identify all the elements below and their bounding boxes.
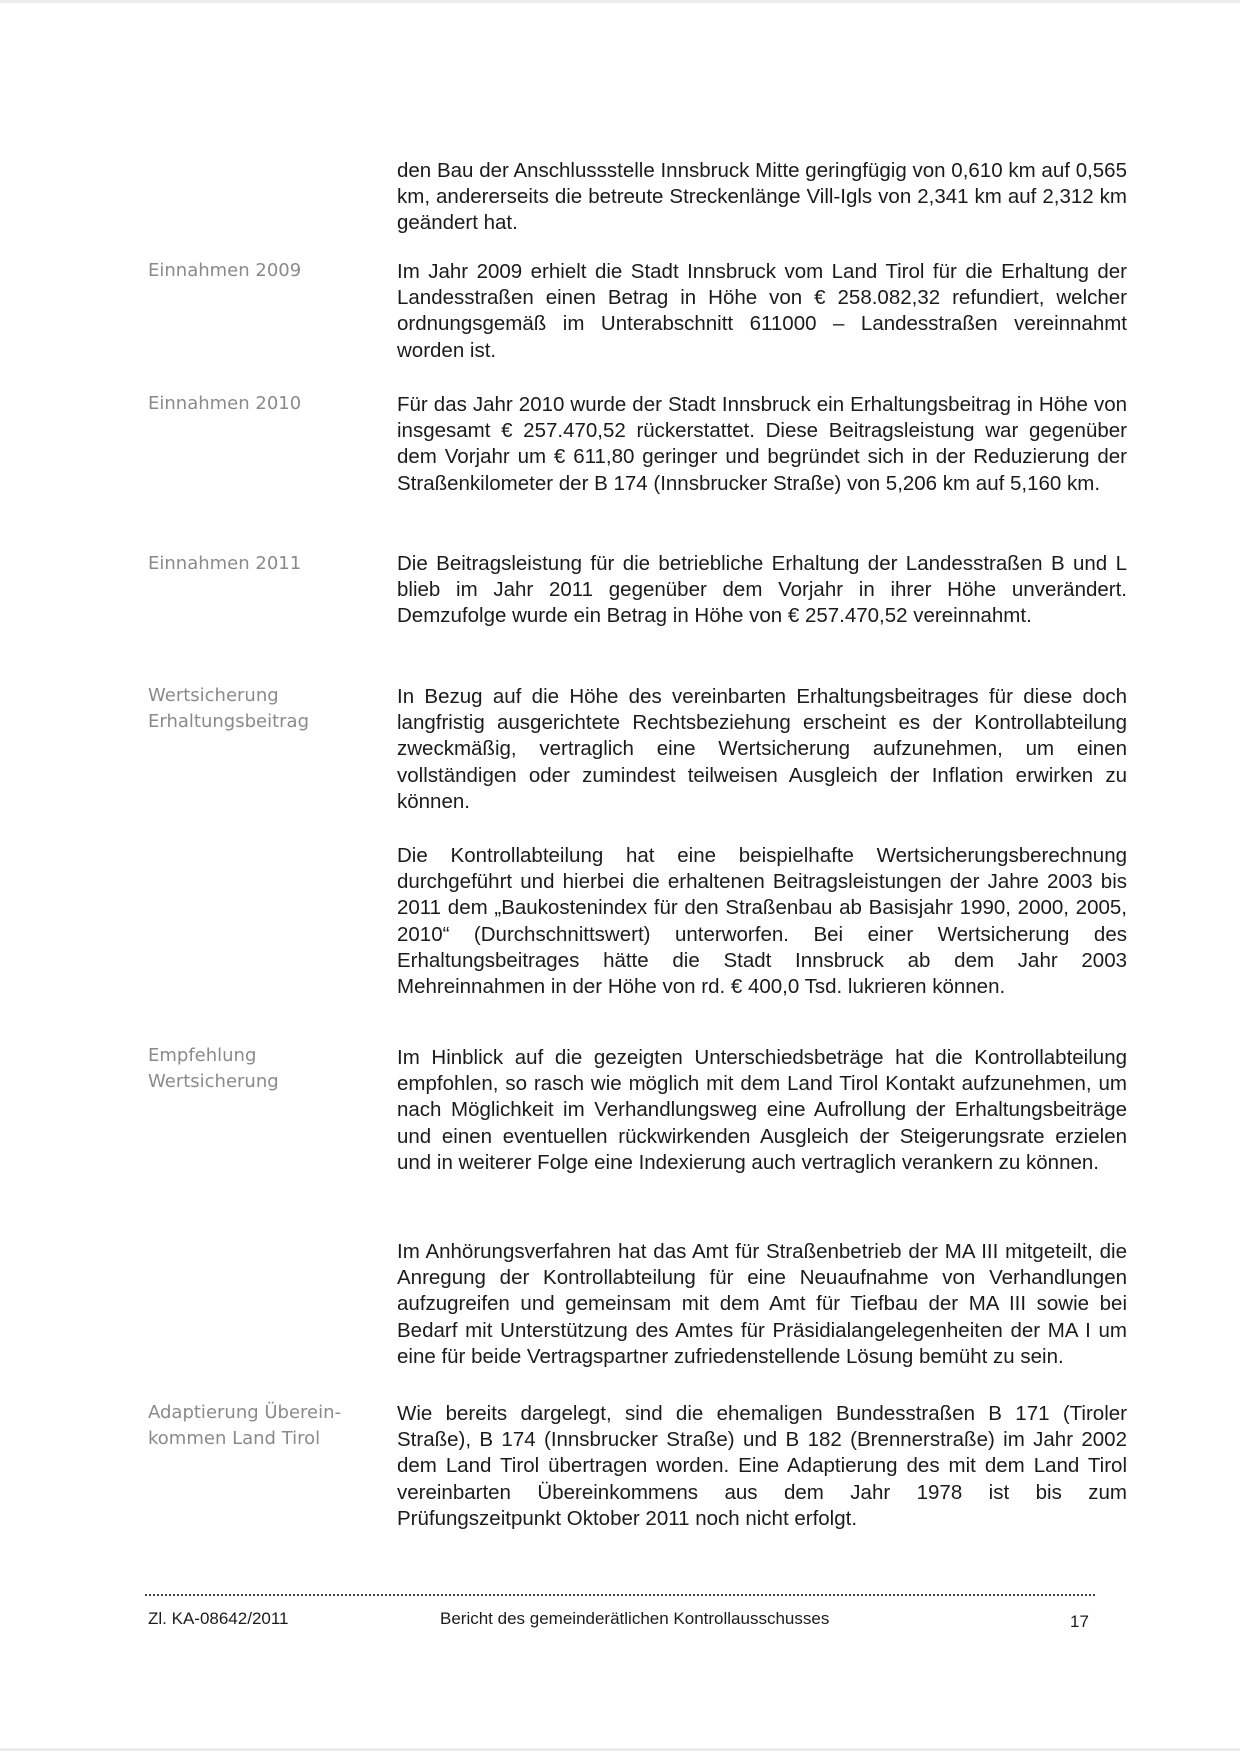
footer-reference: Zl. KA-08642/2011 — [148, 1609, 289, 1628]
margin-label-einnahmen-2011: Einnahmen 2011 — [148, 553, 302, 574]
margin-label-line: Wertsicherung — [148, 685, 279, 706]
margin-label-einnahmen-2010: Einnahmen 2010 — [148, 393, 302, 414]
margin-label-adaptierung — [148, 1400, 363, 1452]
paragraph: den Bau der Anschlussstelle Innsbruck Mitte geringfügig von 0,610 km auf 0,565 km, andererseits die betreute Streckenlänge Vill-Igls von 2,341 km auf 2,312 km geändert hat. — [397, 159, 1127, 235]
paragraph: In Bezug auf die Höhe des vereinbarten Erhaltungsbeitrages für diese doch langfristig ausgerichtete Rechtsbeziehung erscheint es der Kontrollabteilung zweckmäßig, vertraglich eine Wertsicherung aufzunehmen, um einen vollständigen oder zumindest teilweisen Ausgleich der Inflation erwirken zu können. — [397, 685, 1127, 813]
paragraph: Im Hinblick auf die gezeigten Unterschiedsbeträge hat die Kontrollabteilung empfohlen, so rasch wie möglich mit dem Land Tirol Kontakt aufzunehmen, um nach Möglichkeit im Verhandlungsweg eine Aufrollung der Erhaltungsbeiträge und einen eventuellen rückwirkenden Ausgleich der Steigerungsrate erzielen und in weiterer Folge eine Indexierung auch vertraglich verankern zu können. — [397, 1046, 1127, 1174]
margin-label-line: Erhaltungsbeitrag — [148, 711, 309, 732]
scan-edge-bottom — [0, 1748, 1240, 1751]
margin-label-line: Adaptierung Überein- — [148, 1402, 342, 1423]
margin-label-line: Wertsicherung — [148, 1071, 279, 1092]
footer-divider — [145, 1594, 1095, 1596]
margin-label-line: kommen Land Tirol — [148, 1428, 321, 1449]
paragraph: Wie bereits dargelegt, sind die ehemaligen Bundesstraßen B 171 (Tiroler Straße), B 174 (Innsbrucker Straße) und B 182 (Brennerstraße) im Jahr 2002 dem Land Tirol übertragen worden. Eine Adaptierung des mit dem Land Tirol vereinbarten Übereinkommens aus dem Jahr 1978 ist bis zum Prüfungszeitpunkt Oktober 2011 noch nicht erfolgt. — [397, 1402, 1127, 1530]
page-number: 17 — [1070, 1612, 1089, 1631]
footer-title: Bericht des gemeinderätlichen Kontrollausschusses — [440, 1609, 830, 1628]
paragraph: Die Beitragsleistung für die betriebliche Erhaltung der Landesstraßen B und L blieb im Jahr 2011 gegenüber dem Vorjahr in ihrer Höhe unverändert. Demzufolge wurde ein Betrag in Höhe von € 257.470,52 vereinnahmt. — [397, 552, 1127, 628]
margin-label-line: Empfehlung — [148, 1045, 257, 1066]
margin-label-empfehlung — [148, 1043, 363, 1095]
margin-label-einnahmen-2009: Einnahmen 2009 — [148, 260, 302, 281]
paragraph: Die Kontrollabteilung hat eine beispielhafte Wertsicherungsberechnung durchgeführt und hierbei die erhaltenen Beitragsleistungen der Jahre 2003 bis 2011 dem „Baukostenindex für den Straßenbau ab Basisjahr 1990, 2000, 2005, 2010“ (Durchschnittswert) unterworfen. Bei einer Wertsicherung des Erhaltungsbeitrages hätte die Stadt Innsbruck ab dem Jahr 2003 Mehreinnahmen in der Höhe von rd. € 400,0 Tsd. lukrieren können. — [397, 844, 1127, 999]
paragraph: Im Jahr 2009 erhielt die Stadt Innsbruck vom Land Tirol für die Erhaltung der Landesstraßen einen Betrag in Höhe von € 258.082,32 refundiert, welcher ordnungsgemäß im Unterabschnitt 611000 – Landesstraßen vereinnahmt worden ist. — [397, 260, 1127, 362]
scan-edge-top — [0, 0, 1240, 3]
paragraph: Für das Jahr 2010 wurde der Stadt Innsbruck ein Erhaltungsbeitrag in Höhe von insgesamt € 257.470,52 rückerstattet. Diese Beitragsleistung war gegenüber dem Vorjahr um € 611,80 geringer und begründet sich in der Reduzierung der Straßenkilometer der B 174 (Innsbrucker Straße) von 5,206 km auf 5,160 km. — [397, 393, 1127, 495]
margin-label-wertsicherung — [148, 683, 363, 735]
paragraph: Im Anhörungsverfahren hat das Amt für Straßenbetrieb der MA III mitgeteilt, die Anregung der Kontrollabteilung für eine Neuaufnahme von Verhandlungen aufzugreifen und gemeinsam mit dem Amt für Tiefbau der MA III sowie bei Bedarf mit Unterstützung des Amtes für Präsidialangelegenheiten der MA I um eine für beide Vertragspartner zufriedenstellende Lösung bemüht zu sein. — [397, 1240, 1127, 1368]
